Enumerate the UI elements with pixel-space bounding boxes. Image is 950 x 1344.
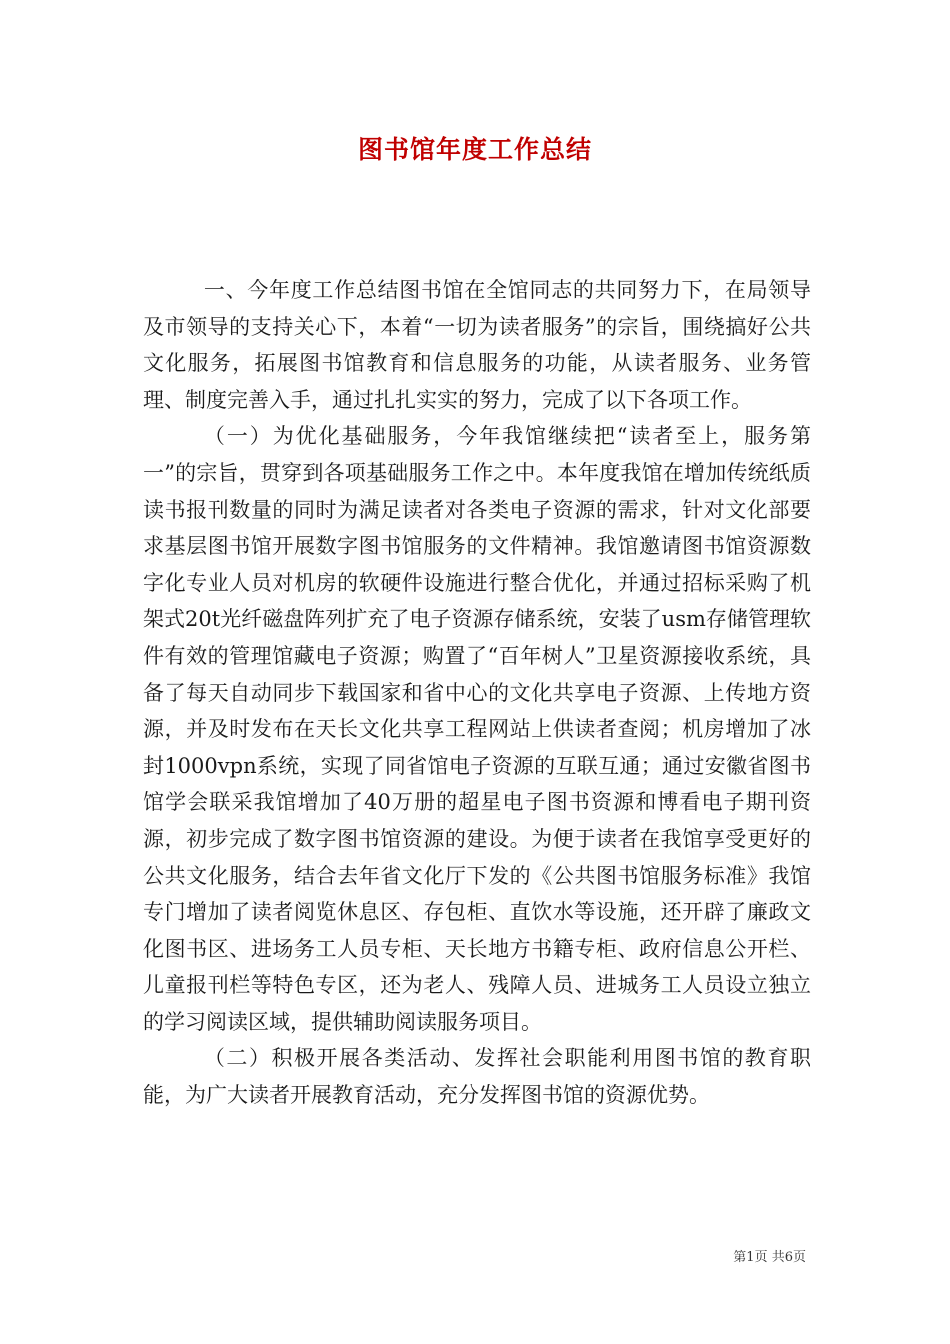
document-title: 图书馆年度工作总结	[357, 135, 592, 164]
paragraph-section-1: （一）为优化基础服务，今年我馆继续把“读者至上，服务第一”的宗旨，贯穿到各项基础服务工作之中。本年度我馆在增加传统纸质读书报刊数量的同时为满足读者对各类电子资源的需求，针对文化部要求基层图书馆开展数字图书馆服务的文件精神。我馆邀请图书馆资源数字化专业人员对机房的软硬件设施进行整合优化，并通过招标采购了机架式20t光纤磁盘阵列扩充了电子资源存储系统，安装了usm存储管理软件有效的管理馆藏电子资源；购置了“百年树人”卫星资源接收系统，具备了每天自动同步下载国家和省中心的文化共享电子资源、上传地方资源，并及时发布在天长文化共享工程网站上供读者查阅；机房增加了冰封1000vpn系统，实现了同省馆电子资源的互联互通；通过安徽省图书馆学会联采我馆增加了40万册的超星电子图书资源和博看电子期刊资源，初步完成了数字图书馆资源的建设。为便于读者在我馆享受更好的公共文化服务，结合去年省文化厅下发的《公共图书馆服务标准》我馆专门增加了读者阅览休息区、存包柜、直饮水等设施，还开辟了廉政文化图书区、进场务工人员专柜、天长地方书籍专柜、政府信息公开栏、儿童报刊栏等特色专区，还为老人、残障人员、进城务工人员设立独立的学习阅读区域，提供辅助阅读服务项目。	[143, 424, 811, 1034]
document-body	[143, 272, 811, 1114]
footer-middle: 页 共	[754, 1250, 785, 1265]
footer-prefix: 第	[733, 1250, 747, 1265]
page-number-footer	[733, 1246, 806, 1265]
footer-current-page: 1	[746, 1250, 755, 1265]
paragraph-section-2: （二）积极开展各类活动、发挥社会职能利用图书馆的教育职能，为广大读者开展教育活动，充分发挥图书馆的资源优势。	[143, 1046, 811, 1108]
paragraph-intro: 一、今年度工作总结图书馆在全馆同志的共同努力下，在局领导及市领导的支持关心下，本着“一切为读者服务”的宗旨，围绕搞好公共文化服务，拓展图书馆教育和信息服务的功能，从读者服务、业务管理、制度完善入手，通过扎扎实实的努力，完成了以下各项工作。	[143, 278, 811, 412]
footer-suffix: 页	[792, 1250, 806, 1265]
footer-total-pages: 6	[784, 1250, 793, 1265]
